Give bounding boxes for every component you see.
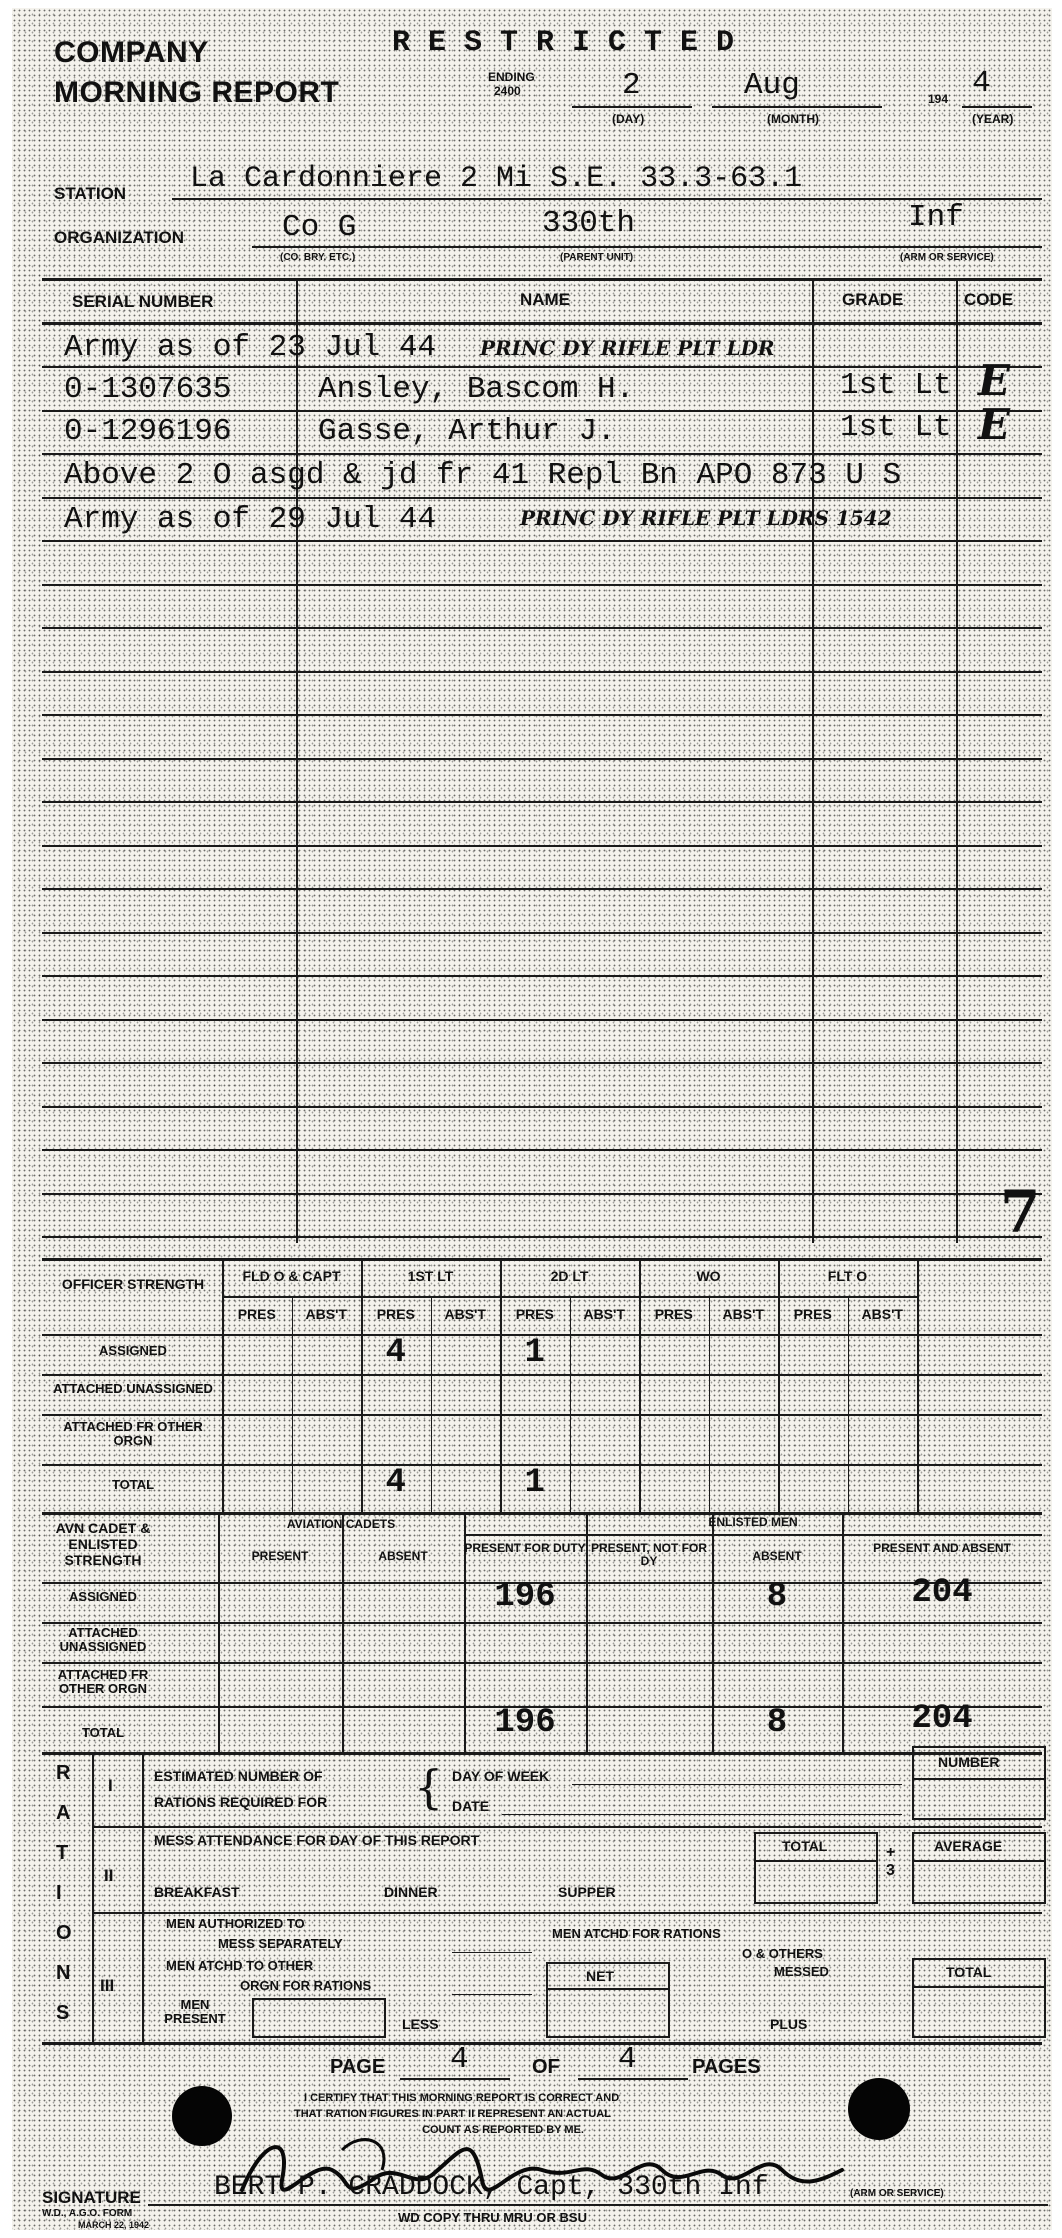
men-atchd-rations: MEN ATCHD FOR RATIONS [552, 1926, 721, 1941]
rations-letter-2: T [56, 1842, 69, 1864]
enlisted-row-2: ATTACHED FR OTHER ORGN [57, 1667, 149, 1696]
entry-rule [42, 758, 1042, 760]
officer-group-2: 2D LT [550, 1268, 589, 1284]
form-date: MARCH 22, 1942 [78, 2220, 150, 2230]
arm-caption: (ARM OR SERVICE) [900, 252, 994, 263]
entry-rule [42, 975, 1042, 977]
enlisted-total-absent: 8 [766, 1704, 788, 1742]
rations-roman-3: III [100, 1976, 115, 1995]
day-caption: (DAY) [612, 112, 645, 126]
entry-rule [42, 1236, 1042, 1238]
men-present-label: MEN PRESENT [164, 1997, 226, 2026]
enlisted-assigned-duty: 196 [494, 1578, 556, 1616]
entry-line-5: Army as of 29 Jul 44 [64, 502, 437, 537]
report-day: 2 [622, 68, 641, 103]
estimated-line2: RATIONS REQUIRED FOR [154, 1794, 328, 1810]
organization-arm: Inf [908, 200, 964, 235]
officer-row-0: ASSIGNED [99, 1343, 167, 1358]
o-others-1: O & OTHERS [742, 1946, 823, 1961]
officer-row-1: ATTACHED UNASSIGNED [53, 1381, 213, 1396]
of-label: OF [532, 2056, 560, 2078]
entry-continued-text: Army as of 23 Jul 44 [64, 330, 437, 365]
signature-label: SIGNATURE [42, 2188, 141, 2207]
entry-rule [42, 1019, 1042, 1021]
officer-sub-3-0: PRES [654, 1306, 693, 1322]
officer-strength-title: OFFICER STRENGTH [61, 1276, 205, 1292]
mess-total-label: TOTAL [782, 1838, 828, 1854]
entry-code-1: E [978, 356, 1011, 405]
entry-rule [42, 671, 1042, 673]
supper-label: SUPPER [558, 1884, 616, 1900]
month-caption: (MONTH) [767, 112, 819, 126]
page-label: PAGE [330, 2056, 386, 2078]
pages-label: PAGES [692, 2056, 761, 2078]
ending-time: 2400 [494, 84, 521, 98]
rations-roman-2: II [104, 1866, 114, 1885]
form-title-line1: COMPANY [54, 36, 209, 69]
entry-line-4: Above 2 O asgd & jd fr 41 Repl Bn APO 873 U S [64, 458, 902, 493]
organization-label: ORGANIZATION [54, 228, 185, 247]
report-year: 4 [972, 66, 991, 101]
enlisted-strength-title: AVN CADET & ENLISTED STRENGTH [55, 1520, 151, 1568]
entry-rule [42, 540, 1042, 542]
entry-continued-note: PRINC DY RIFLE PLT LDR [480, 336, 775, 360]
number-label: NUMBER [938, 1754, 1000, 1770]
entry-rule [42, 801, 1042, 803]
cadets-present-header: PRESENT [251, 1549, 309, 1563]
entry-rule [42, 714, 1042, 716]
officer-sub-4-1: ABS'T [861, 1306, 903, 1322]
officer-assigned-2d-lt: 1 [524, 1334, 545, 1372]
estimated-line1: ESTIMATED NUMBER OF [154, 1768, 323, 1784]
men-authorized-1: MEN AUTHORIZED TO [166, 1916, 305, 1931]
men-present-box[interactable] [252, 1998, 386, 2038]
entry-grade-1: 1st Lt [840, 368, 952, 403]
entry-code-2: E [978, 400, 1011, 449]
enlisted-row-0: ASSIGNED [69, 1589, 137, 1604]
entry-line-5-note: PRINC DY RIFLE PLT LDRS 1542 [520, 506, 892, 530]
officer-sub-0-1: ABS'T [305, 1306, 347, 1322]
entry-serial-2: 0-1296196 [64, 414, 232, 449]
em-present-not-duty-header: PRESENT, NOT FOR DY [590, 1541, 707, 1568]
company-caption: (CO. BRY. ETC.) [280, 252, 356, 263]
officer-sub-0-0: PRES [237, 1306, 276, 1322]
men-atchd-other-2: ORGN FOR RATIONS [240, 1978, 372, 1993]
column-grade: GRADE [842, 290, 904, 309]
entry-rule [42, 1193, 1042, 1195]
date-label: DATE [452, 1798, 490, 1814]
officer-row-2: ATTACHED FR OTHER ORGN [63, 1419, 203, 1448]
officer-assigned-1st-lt: 4 [385, 1334, 406, 1372]
entry-serial-1: 0-1307635 [64, 372, 232, 407]
organization-parent: 330th [542, 206, 636, 241]
officer-total-2d-lt: 1 [524, 1464, 545, 1502]
entry-rule [42, 1149, 1042, 1151]
entry-rule [42, 497, 1042, 499]
year-prefix: 194 [928, 92, 949, 106]
form-title-line2: MORNING REPORT [54, 76, 340, 109]
officer-row-3: TOTAL [111, 1477, 155, 1492]
men-atchd-other-1: MEN ATCHD TO OTHER [166, 1958, 314, 1973]
year-caption: (YEAR) [972, 112, 1014, 126]
officer-group-0: FLD O & CAPT [242, 1268, 341, 1284]
officer-sub-1-1: ABS'T [444, 1306, 486, 1322]
page-number: 4 [450, 2042, 469, 2077]
breakfast-label: BREAKFAST [154, 1884, 240, 1900]
officer-total-1st-lt: 4 [385, 1464, 406, 1502]
rations-letter-4: O [56, 1922, 72, 1944]
enlisted-row-1: ATTACHED UNASSIGNED [59, 1625, 147, 1654]
enlisted-row-3: TOTAL [81, 1725, 125, 1740]
divide-by-three: + 3 [886, 1844, 896, 1879]
total-pages: 4 [618, 2042, 637, 2077]
entry-name-1: Ansley, Bascom H. [318, 372, 635, 407]
cadets-absent-header: ABSENT [378, 1549, 428, 1563]
entry-grade-2: 1st Lt [840, 410, 952, 445]
em-present-and-absent-header: PRESENT AND ABSENT [873, 1541, 1011, 1555]
officer-sub-3-1: ABS'T [722, 1306, 764, 1322]
officer-sub-2-0: PRES [515, 1306, 554, 1322]
aviation-cadets-header: AVIATION CADETS [286, 1517, 396, 1531]
em-present-duty-header: PRESENT FOR DUTY [464, 1541, 586, 1555]
enlisted-total-duty: 196 [494, 1704, 556, 1742]
parent-caption: (PARENT UNIT) [560, 252, 634, 263]
net-label: NET [586, 1968, 614, 1984]
column-name: NAME [520, 290, 571, 309]
entry-rule [42, 453, 1042, 455]
certify-line-2: THAT RATION FIGURES IN PART II REPRESENT AN ACTUAL [294, 2108, 611, 2120]
entry-rule [42, 584, 1042, 586]
officer-sub-4-0: PRES [793, 1306, 832, 1322]
plus-label: PLUS [770, 2016, 808, 2032]
mess-attendance-label: MESS ATTENDANCE FOR DAY OF THIS REPORT [154, 1832, 480, 1848]
rations-letter-6: S [56, 2002, 70, 2024]
rations-roman-1: I [108, 1776, 113, 1795]
enlisted-men-header: ENLISTED MEN [708, 1515, 798, 1529]
entry-rule [42, 845, 1042, 847]
average-label: AVERAGE [934, 1838, 1003, 1854]
signature-arm-caption: (ARM OR SERVICE) [850, 2188, 944, 2199]
wd-copy-note: WD COPY THRU MRU OR BSU [398, 2210, 587, 2225]
men-authorized-2: MESS SEPARATELY [218, 1936, 343, 1951]
station-value: La Cardonniere 2 Mi S.E. 33.3-63.1 [190, 162, 803, 196]
column-serial-number: SERIAL NUMBER [72, 292, 214, 311]
em-absent-header: ABSENT [752, 1549, 802, 1563]
certify-line-3: COUNT AS REPORTED BY ME. [422, 2124, 584, 2136]
o-others-2: MESSED [774, 1964, 829, 1979]
entry-name-2: Gasse, Arthur J. [318, 414, 616, 449]
ending-label: ENDING [488, 70, 535, 84]
entry-rule [42, 1106, 1042, 1108]
entry-rule [42, 627, 1042, 629]
officer-group-4: FLT O [827, 1268, 868, 1284]
brace-icon: { [414, 1760, 444, 1814]
entry-rule [42, 932, 1042, 934]
officer-group-1: 1ST LT [407, 1268, 454, 1284]
organization-company: Co G [282, 210, 357, 245]
report-month: Aug [744, 68, 800, 103]
enlisted-assigned-absent: 8 [766, 1578, 788, 1616]
rations-letter-3: I [56, 1882, 62, 1904]
dinner-label: DINNER [384, 1884, 438, 1900]
enlisted-total-total: 204 [911, 1700, 973, 1738]
less-label: LESS [402, 2016, 439, 2032]
officer-sub-1-0: PRES [376, 1306, 415, 1322]
entry-rule [42, 1062, 1042, 1064]
officer-group-3: WO [696, 1268, 721, 1284]
code-mark: 7 [1000, 1178, 1041, 1246]
entry-rule [42, 888, 1042, 890]
rations-letter-0: R [56, 1762, 71, 1784]
rations-total-label: TOTAL [946, 1964, 992, 1980]
certify-line-1: I CERTIFY THAT THIS MORNING REPORT IS CORRECT AND [304, 2092, 620, 2104]
form-id: W.D., A.G.O. FORM [42, 2208, 133, 2219]
morning-report-form [12, 8, 1052, 2230]
officer-sub-2-1: ABS'T [583, 1306, 625, 1322]
typed-name: BERT P. CRADDOCK, Capt, 330th Inf [214, 2172, 769, 2203]
restricted-stamp: R E S T R I C T E D [392, 26, 735, 60]
enlisted-assigned-total: 204 [911, 1574, 973, 1612]
column-code: CODE [964, 290, 1014, 309]
day-of-week-label: DAY OF WEEK [452, 1768, 550, 1784]
station-label: STATION [54, 184, 127, 203]
rations-letter-5: N [56, 1962, 71, 1984]
rations-letter-1: A [56, 1802, 71, 1824]
